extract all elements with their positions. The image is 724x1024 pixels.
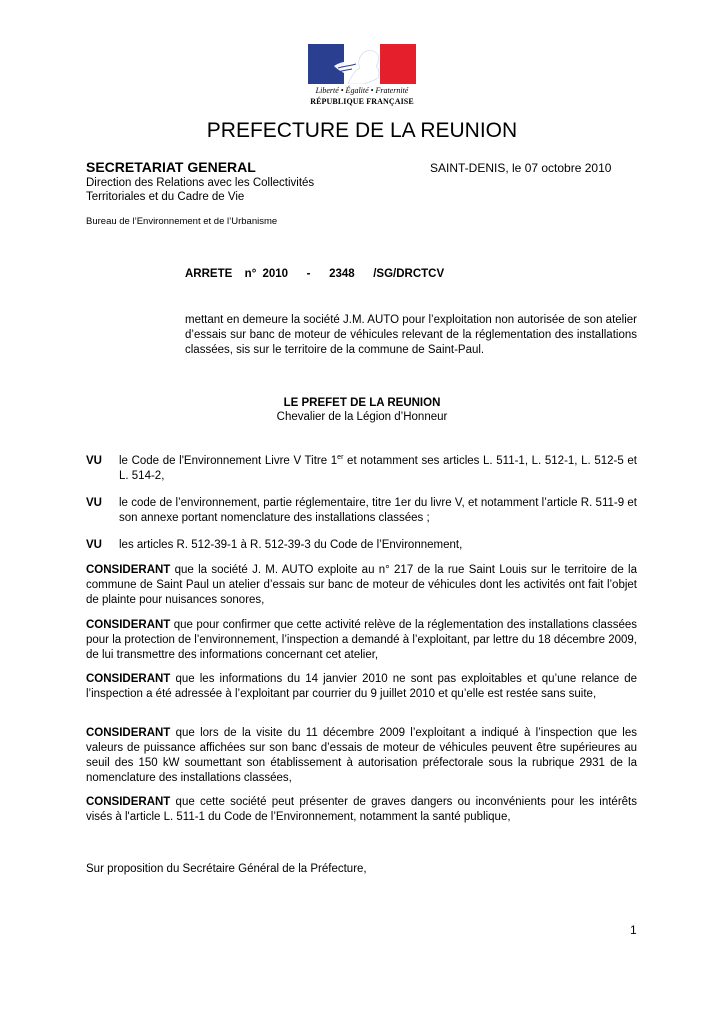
vu-clause-2: le code de l’environnement, partie réglementaire, titre 1er du livre V, et notamment l’article R. 511-9 et son annexe portant nomenclature des installations classées ;: [119, 497, 637, 524]
vu-label: VU: [86, 455, 102, 467]
considerant-label: CONSIDERANT: [86, 564, 171, 576]
direction-line-2: Territoriales et du Cadre de Vie: [86, 191, 245, 203]
considerant-label: CONSIDERANT: [86, 727, 171, 739]
direction-line-1: Direction des Relations avec les Collectivités: [86, 177, 315, 189]
considerant-text-5: que cette société peut présenter de graves dangers ou inconvénients pour les intérêts visés à l'article L. 511-1 du Code de l’Environnement, notamment la santé publique,: [86, 796, 637, 823]
considerant-text-4: que lors de la visite du 11 décembre 2009 l’exploitant a indiqué à l’inspection que les valeurs de puissance affichées sur son banc d’essais de moteur de véhicules peuvent être supérieures au seuil des 150 kW soumettant son établissement à autorisation préfectorale sous la rubrique 2931 de la nomenclature des installations classées,: [86, 727, 637, 784]
considerant-label: CONSIDERANT: [86, 673, 171, 685]
vu-clause-3: les articles R. 512-39-1 à R. 512-39-3 du Code de l’Environnement,: [119, 539, 463, 551]
service-title: SECRETARIAT GENERAL: [86, 159, 256, 175]
considerant-clause-5: [86, 795, 637, 825]
republic-motto: Liberté • Égalité • Fraternité: [315, 86, 409, 95]
considerant-text-2: que pour confirmer que cette activité relève de la réglementation des installations classées pour la protection de l’environnement, l’inspection a demandé à l’exploitant, par lettre du 18 décembre 2009, de lui transmettre des informations concernant cet atelier,: [86, 619, 637, 661]
vu-label: VU: [86, 539, 102, 551]
considerant-label: CONSIDERANT: [86, 796, 171, 808]
considerant-clause-1: [86, 563, 637, 608]
vu-clause-1: [119, 454, 637, 484]
considerant-label: CONSIDERANT: [86, 619, 171, 631]
considerant-text-1: que la société J. M. AUTO exploite au n° 217 de la rue Saint Louis sur le territoire de la commune de Saint Paul un atelier d’essais sur banc de moteur de véhicules dont les activités ont fait l’objet de plainte pour nuisances sonores,: [86, 564, 637, 606]
bureau-name: Bureau de l’Environnement et de l’Urbanisme: [86, 216, 278, 227]
marianne-flag-icon: [308, 44, 416, 84]
vu-label: VU: [86, 497, 102, 509]
page-title: PREFECTURE DE LA REUNION: [206, 119, 518, 142]
prefet-subtitle: Chevalier de la Légion d’Honneur: [276, 411, 448, 423]
considerant-text-3: que les informations du 14 janvier 2010 ne sont pas exploitables et qu’une relance de l’inspection a été adressée à l’exploitant par courrier du 9 juillet 2010 et qu’elle est restée sans suite,: [86, 673, 637, 700]
page-number: 1: [630, 923, 637, 937]
prefet-title: LE PREFET DE LA REUNION: [283, 397, 441, 409]
vu-clause-1-start: le Code de l'Environnement Livre V Titre 1: [119, 455, 338, 467]
considerant-clause-4: [86, 726, 637, 786]
republic-name: RÉPUBLIQUE FRANÇAISE: [310, 97, 414, 106]
place-date: SAINT-DENIS, le 07 octobre 2010: [430, 161, 612, 175]
considerant-clause-3: [86, 672, 637, 702]
vu-clause-1-end: et notamment ses articles L. 511-1, L. 512-1, L. 512-5 et L. 514-2,: [119, 455, 638, 482]
marianne-logo: [308, 44, 416, 110]
arrete-number: ARRETE n° 2010 - 2348 /SG/DRCTCV: [185, 268, 445, 280]
considerant-clause-2: [86, 618, 637, 663]
vu-clause-1-sup: er: [337, 454, 344, 462]
arrete-object: mettant en demeure la société J.M. AUTO pour l’exploitation non autorisée de son atelier d’essais sur banc de moteur de véhicules relevant de la réglementation des installations classées, sis sur le territoire de la commune de Saint-Paul.: [185, 314, 637, 356]
closing-line: Sur proposition du Secrétaire Général de la Préfecture,: [86, 863, 367, 875]
